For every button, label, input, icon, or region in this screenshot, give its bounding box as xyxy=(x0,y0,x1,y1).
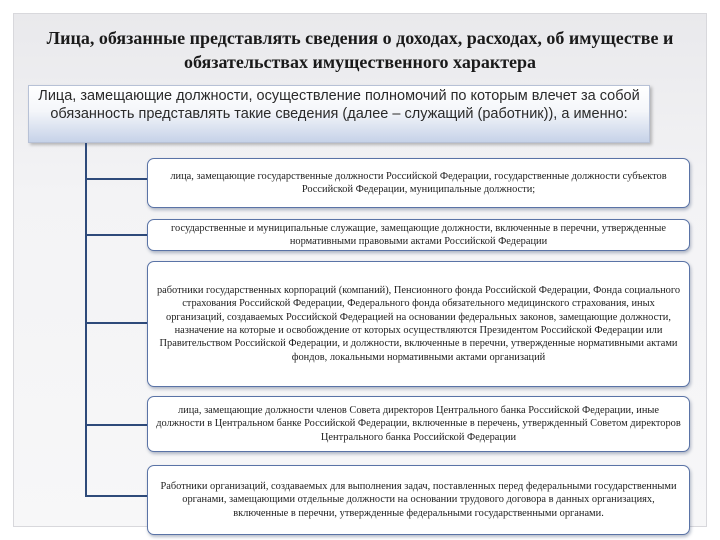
list-item-3-text: работники государственных корпораций (компаний), Пенсионного фонда Российской Федерации, Фонда социального страхования Российской Федерации, Федерального фонда обязательного медицинского страхования, иных организаций, создаваемых Российской Федерацией на основании федеральных законов, замещающие должности, назначение на которые и освобождение от которых осуществляются Президентом Российской Федерации или Правительством Российской Федерации, и должности, включенные в перечни, утвержденные нормативными актами фондов, локальными нормативными актами организаций xyxy=(156,285,681,363)
connector-vertical-line xyxy=(85,143,87,496)
list-item-1 xyxy=(147,158,690,208)
list-item-3 xyxy=(147,261,690,387)
connector-line-1 xyxy=(85,178,147,180)
slide-title: Лица, обязанные представлять сведения о доходах, расходах, об имуществе и обязательствах имущественного характера xyxy=(46,28,674,72)
connector-line-3 xyxy=(85,322,147,324)
list-item-2-text: государственные и муниципальные служащие, замещающие должности, включенные в перечни, утвержденные нормативными правовыми актами Российской Федерации xyxy=(171,222,666,247)
connector-line-2 xyxy=(85,234,147,236)
list-item-4-text: лица, замещающие должности членов Совета директоров Центрального банка Российской Федерации, иные должности в Центральном банке Российской Федерации, включенные в перечень, утвержденный Советом директоров Центрального банка Российской Федерации xyxy=(156,405,681,443)
list-item-1-text: лица, замещающие государственные должности Российской Федерации, государственные должности субъектов Российской Федерации, муниципальные должности; xyxy=(170,170,667,195)
list-item-5 xyxy=(147,465,690,535)
connector-line-5 xyxy=(85,495,147,497)
list-item-4 xyxy=(147,396,690,452)
header-box: Лица, замещающие должности, осуществление полномочий по которым влечет за собой обязанность представлять такие сведения (далее – служащий (работник)), а именно: xyxy=(28,85,650,143)
connector-line-4 xyxy=(85,424,147,426)
list-item-2 xyxy=(147,219,690,251)
list-item-5-text: Работники организаций, создаваемых для выполнения задач, поставленных перед федеральными государственными органами, замещающими отдельные должности на основании трудового договора в данных организациях, включенные в перечни, утвержденные федеральными государственными органами. xyxy=(160,481,677,519)
